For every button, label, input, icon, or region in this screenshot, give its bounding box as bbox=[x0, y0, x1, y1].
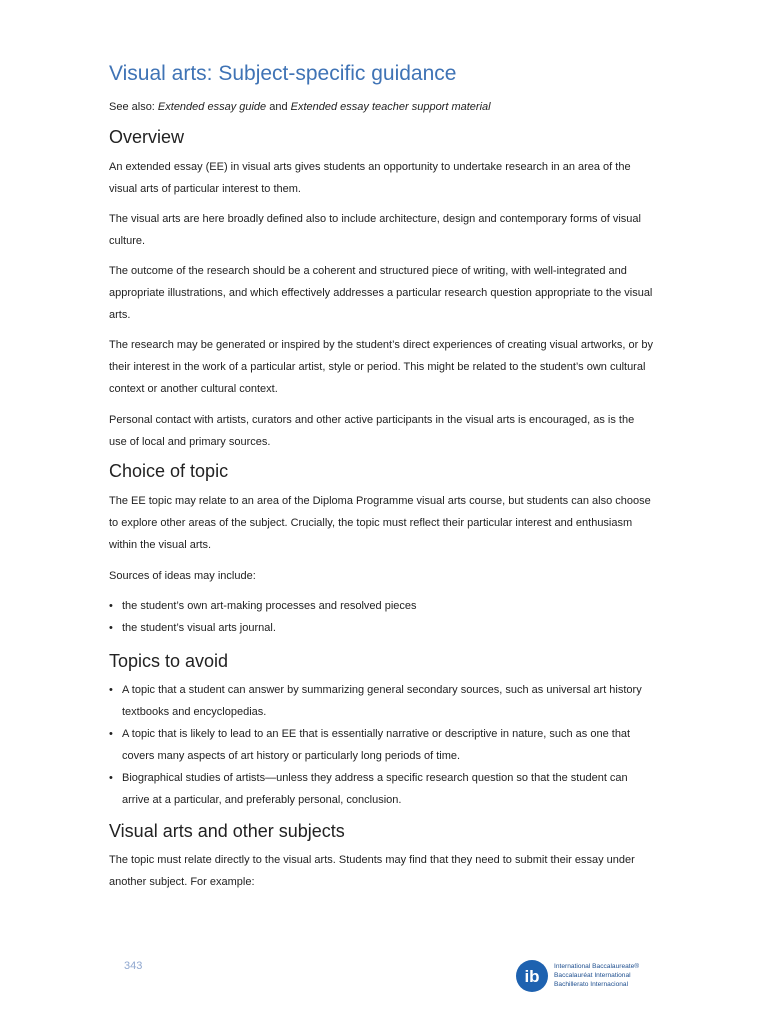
overview-paragraph-4: The research may be generated or inspired by the student’s direct experiences of creating visual artworks, or by their interest in the work of a particular artist, style or period. This might be related to the student’s own cultural context or another cultural context. bbox=[109, 339, 653, 395]
overview-paragraph-3: The outcome of the research should be a coherent and structured piece of writing, with well-integrated and appropriate illustrations, and which effectively addresses a particular research question appropriate to the visual arts. bbox=[109, 265, 653, 321]
page-title: Visual arts: Subject-specific guidance bbox=[109, 62, 457, 85]
choice-paragraph-1: The EE topic may relate to an area of the Diploma Programme visual arts course, but students can also choose to explore other areas of the subject. Crucially, the topic must reflect their particular interest and enthusiasm within the visual arts. bbox=[109, 495, 651, 551]
bullet-marker: • bbox=[109, 728, 113, 740]
overview-paragraph-1: An extended essay (EE) in visual arts gives students an opportunity to undertake research in an area of the visual arts of particular interest to them. bbox=[109, 161, 631, 195]
list-item: • A topic that is likely to lead to an EE that is essentially narrative or descriptive in nature, such as one that covers many aspects of art history or particularly long periods of time. bbox=[109, 723, 654, 767]
logo-line-fr: Baccalauréat International bbox=[554, 972, 631, 979]
see-also-line bbox=[109, 101, 491, 113]
list-item: • the student’s visual arts journal. bbox=[109, 617, 654, 639]
list-item: • A topic that a student can answer by summarizing general secondary sources, such as universal art history textbooks and encyclopedias. bbox=[109, 679, 654, 723]
heading-overview: Overview bbox=[109, 127, 185, 147]
extended-essay-guide-link[interactable]: Extended essay guide bbox=[157, 101, 267, 113]
ib-logo bbox=[515, 957, 655, 995]
overview-paragraph-5: Personal contact with artists, curators and other active participants in the visual arts is encouraged, as is the use of local and primary sources. bbox=[109, 414, 635, 448]
ib-logo-mark-text: ib bbox=[524, 967, 540, 986]
logo-line-es: Bachillerato Internacional bbox=[554, 981, 629, 988]
list-item: • Biographical studies of artists—unless they address a specific research question so that the student can arrive at a particular, and preferably personal, conclusion. bbox=[109, 767, 654, 811]
sources-list bbox=[109, 595, 654, 639]
heading-choice-of-topic: Choice of topic bbox=[109, 461, 229, 481]
heading-topics-to-avoid: Topics to avoid bbox=[109, 651, 229, 671]
bullet-marker: • bbox=[109, 684, 113, 696]
logo-line-en: International Baccalaureate® bbox=[554, 963, 640, 970]
other-subjects-paragraph-1: The topic must relate directly to the visual arts. Students may find that they need to submit their essay under another subject. For example: bbox=[109, 854, 635, 888]
ib-logo-text bbox=[554, 962, 639, 989]
see-also-joiner: and bbox=[266, 101, 291, 113]
choice-paragraph-2: Sources of ideas may include: bbox=[109, 570, 256, 582]
page-number: 343 bbox=[124, 960, 143, 972]
heading-other-subjects: Visual arts and other subjects bbox=[109, 821, 345, 841]
see-also-prefix: See also: bbox=[109, 101, 158, 113]
bullet-marker: • bbox=[109, 622, 113, 634]
teacher-support-material-link[interactable]: Extended essay teacher support material bbox=[290, 101, 491, 113]
ib-logo-icon bbox=[515, 959, 549, 993]
bullet-marker: • bbox=[109, 600, 113, 612]
bullet-marker: • bbox=[109, 772, 113, 784]
list-item: • the student’s own art-making processes and resolved pieces bbox=[109, 595, 654, 617]
overview-paragraph-2: The visual arts are here broadly defined also to include architecture, design and contemporary forms of visual culture. bbox=[109, 213, 641, 247]
avoid-list bbox=[109, 679, 654, 811]
